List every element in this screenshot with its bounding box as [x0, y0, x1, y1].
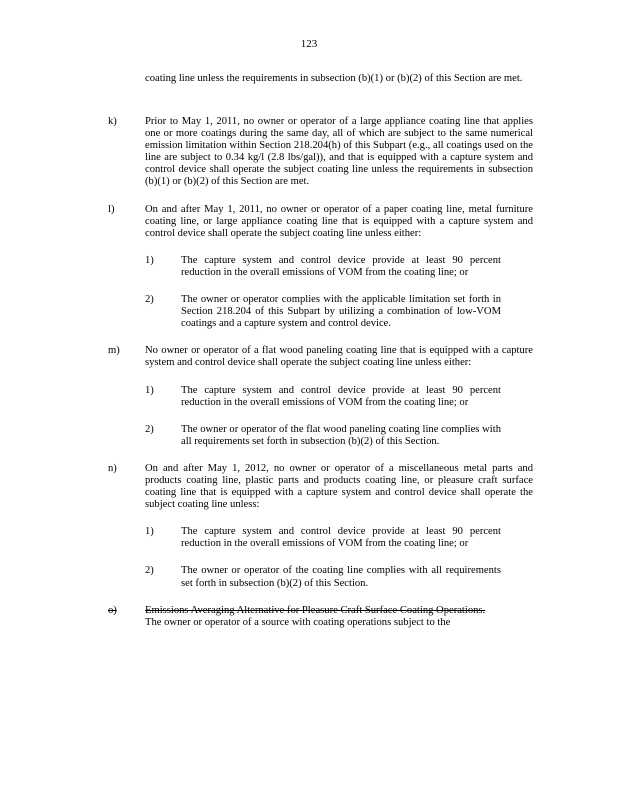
subsection-o [108, 605, 538, 629]
page-number: 123 [300, 38, 318, 50]
subsection-n-1 [145, 526, 538, 550]
clause-text: The owner or operator of the coating line complies with all requirements set forth in subsection (b)(2) of this Section. [181, 565, 501, 589]
subsection-n [108, 463, 538, 590]
subsection-m-1 [145, 385, 538, 409]
clause-text: The owner or operator complies with the applicable limitation set forth in Section 218.204 of this Subpart by utilizing a combination of low-VOM coatings and a capture system and control device. [181, 294, 501, 330]
struck-title: Emissions Averaging Alternative for Pleasure Craft Surface Coating Operations. [145, 604, 486, 616]
clause-text: The owner or operator of the flat wood paneling coating line complies with all requirements set forth in subsection (b)(2) of this Section. [181, 423, 501, 447]
clause-text: The capture system and control device provide at least 90 percent reduction in the overall emissions of VOM from the coating line; or [181, 526, 501, 550]
lead-paragraph: coating line unless the requirements in subsection (b)(1) or (b)(2) of this Section are met. [145, 73, 523, 84]
subsection-text: No owner or operator of a flat wood paneling coating line that is equipped with a capture system and control device shall operate the subject coating line unless either: [145, 345, 533, 369]
clause-label: 2) [145, 565, 154, 577]
subsection-l-2 [145, 294, 538, 330]
subsection-l [108, 204, 538, 331]
clause-label: 1) [145, 254, 154, 266]
subsection-k [108, 116, 538, 189]
subsection-text: On and after May 1, 2012, no owner or operator of a miscellaneous metal parts and products coating line, plastic parts and products coating line, or pleasure craft surface coating line that is equipped with a capture system and control device shall operate the subject coating line unless: [145, 462, 533, 511]
clause-text: The capture system and control device provide at least 90 percent reduction in the overall emissions of VOM from the coating line; or [181, 254, 501, 278]
clause-label: 2) [145, 423, 154, 435]
subsection-label: m) [108, 345, 120, 357]
subsection-l-1 [145, 255, 538, 279]
subsection-text: Prior to May 1, 2011, no owner or operator of a large appliance coating line that applies one or more coatings during the same day, all of which are subject to the same numerical emission limitation within Section 218.204(h) of this Subpart (e.g., all coatings used on the line are subject to 0.34 kg/l (2.8 lbs/gal)), and that is equipped with a capture system and control device shall operate the subject coating line unless the requirements in subsection (b)(1) or (b)(2) of this Section are met. [145, 116, 533, 188]
subsection-label: n) [108, 462, 117, 474]
subsection-label: o) [108, 604, 117, 616]
clause-label: 1) [145, 526, 154, 538]
clause-label: 1) [145, 384, 154, 396]
subsection-text: The owner or operator of a source with coating operations subject to the [145, 616, 451, 628]
subsection-m [108, 345, 538, 448]
clause-text: The capture system and control device provide at least 90 percent reduction in the overall emissions of VOM from the coating line; or [181, 384, 501, 408]
subsection-list [108, 116, 538, 644]
subsection-label: l) [108, 203, 115, 215]
subsection-m-2 [145, 424, 538, 448]
clause-label: 2) [145, 294, 154, 306]
subsection-text: On and after May 1, 2011, no owner or operator of a paper coating line, metal furniture coating line, or large appliance coating line that is equipped with a capture system and control device shall operate the subject coating line unless either: [145, 203, 533, 239]
subsection-label: k) [108, 116, 117, 127]
subsection-n-2 [145, 565, 538, 589]
